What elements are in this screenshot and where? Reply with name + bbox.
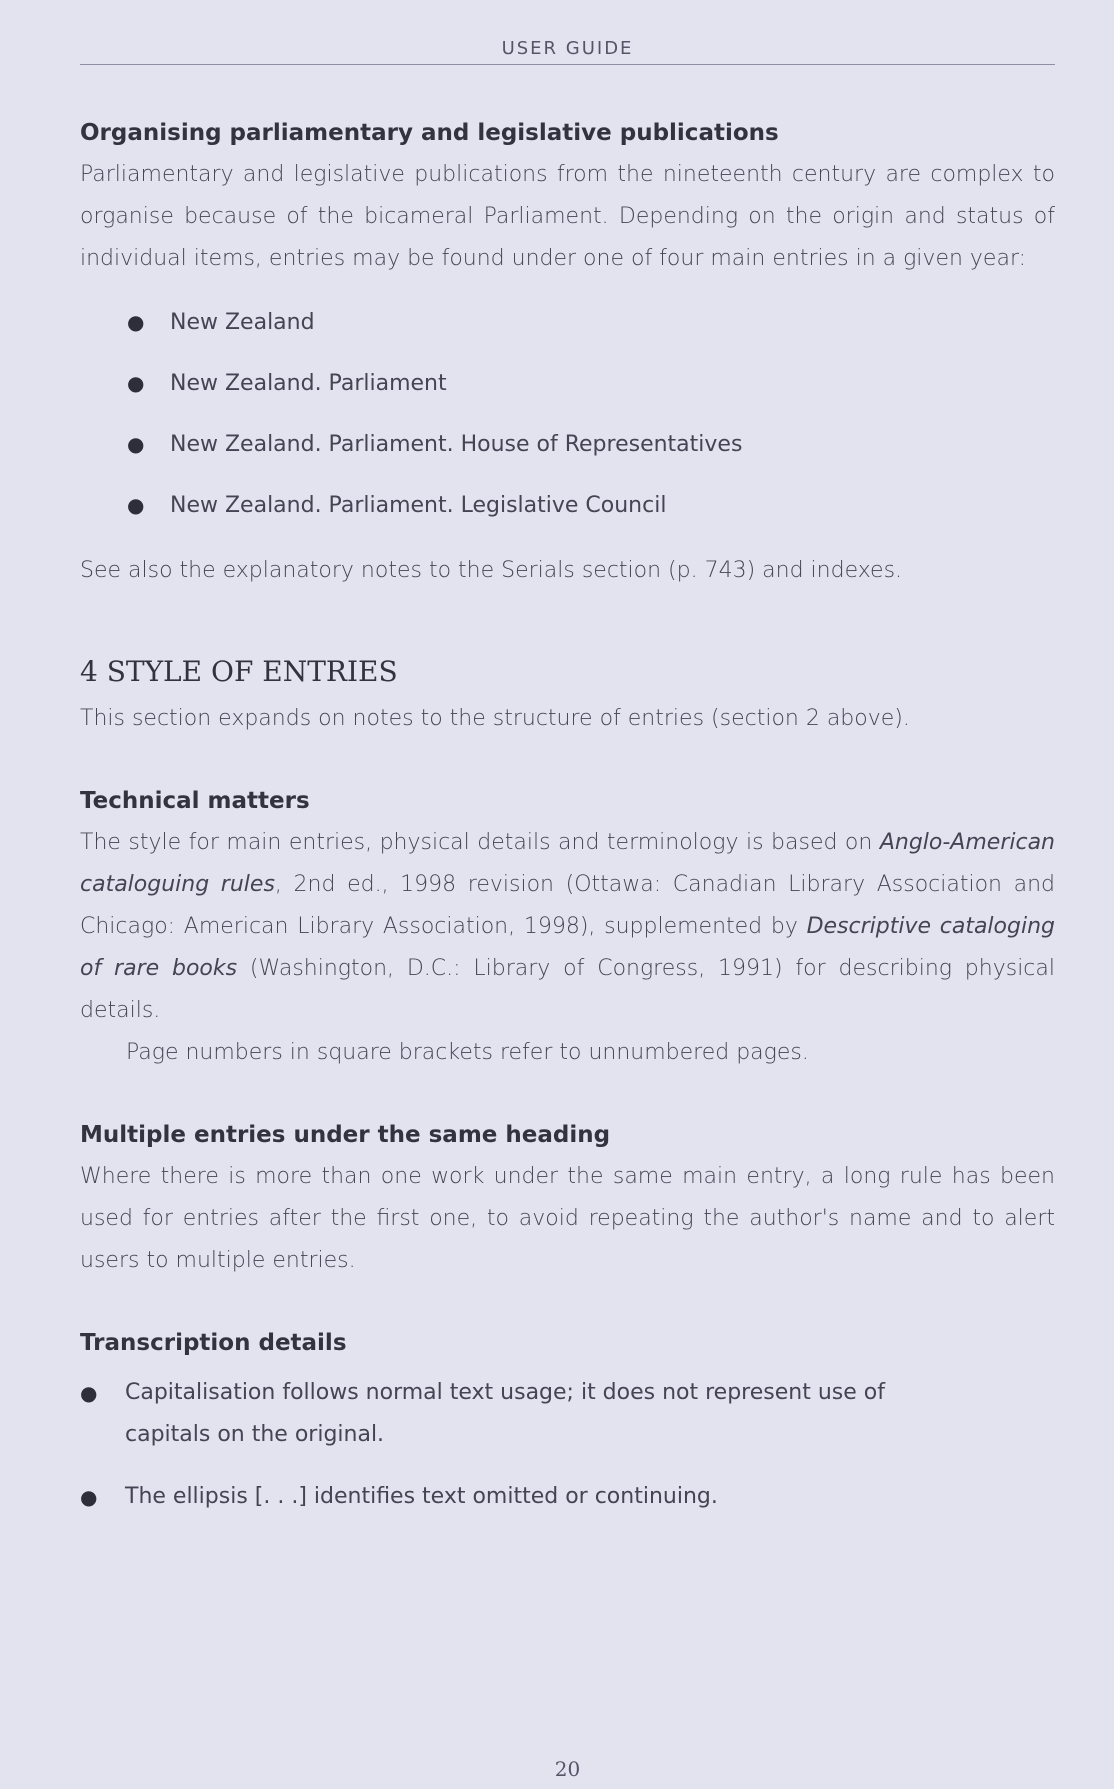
paragraph-page-numbers: Page numbers in square brackets refer to unnumbered pages. (126, 1040, 809, 1065)
transcription-list (80, 1372, 1055, 1518)
bullet-icon: ● (80, 1485, 98, 1509)
running-header: USER GUIDE (501, 38, 634, 59)
heading-transcription-details: Transcription details (80, 1330, 347, 1356)
document-page (80, 0, 1055, 1789)
bullet-icon: ● (80, 1381, 98, 1405)
list-item-text: Capitalisation follows normal text usage; it does not represent use of capitals on the original. (125, 1380, 885, 1447)
paragraph-see-also: See also the explanatory notes to the Serials section (p. 743) and indexes. (80, 558, 903, 583)
paragraph-parliamentary-intro: Parliamentary and legislative publications from the nineteenth century are complex to organise because of the bicameral Parliament. Depending on the origin and status of individual items, entries may be found under one of four main entries in a given year: (80, 162, 1055, 271)
text-segment: , 2nd ed., 1998 revision (Ottawa: Canadian Library Association and Chicago: American Library Association, 1998), supplemented by (80, 872, 1056, 939)
paragraph-multiple-entries: Where there is more than one work under the same main entry, a long rule has been used for entries after the first one, to avoid repeating the author's name and to alert users to multiple entries. (80, 1164, 1055, 1273)
text-segment: (Washington, D.C.: Library of Congress, 1991) for describing physical details. (80, 956, 1055, 1023)
list-item-text: New Zealand. Parliament. House of Representatives (170, 432, 743, 457)
list-item-text: New Zealand. Parliament. Legislative Council (170, 493, 667, 518)
heading-style-of-entries: 4 STYLE OF ENTRIES (80, 655, 398, 688)
list-item (80, 475, 1055, 536)
heading-technical-matters: Technical matters (80, 788, 310, 814)
section-multiple-entries (80, 1114, 1055, 1282)
main-entries-list (80, 292, 1055, 536)
bullet-icon: ● (127, 432, 145, 456)
bullet-icon: ● (127, 493, 145, 517)
paragraph-style-intro: This section expands on notes to the structure of entries (section 2 above). (80, 706, 910, 731)
title-descriptive-cataloging: Descriptive cataloging of rare books (80, 914, 1055, 981)
header-rule (80, 64, 1055, 65)
list-item (80, 353, 1055, 414)
page-content (80, 112, 1055, 1538)
section-style-of-entries (80, 652, 1055, 740)
list-item (80, 1372, 1055, 1456)
text-segment: The style for main entries, physical details and terminology is based on (80, 830, 880, 855)
list-item-text: New Zealand. Parliament (170, 371, 447, 396)
bullet-icon: ● (127, 310, 145, 334)
section-parliamentary-publications (80, 112, 1055, 592)
list-item (80, 414, 1055, 475)
section-technical-matters (80, 780, 1055, 1074)
paragraph-technical (80, 822, 1055, 1032)
list-item (80, 292, 1055, 353)
list-item-text: The ellipsis [. . .] identifies text omitted or continuing. (125, 1484, 718, 1509)
list-item-text: New Zealand (170, 310, 315, 335)
bullet-icon: ● (127, 371, 145, 395)
heading-multiple-entries: Multiple entries under the same heading (80, 1122, 611, 1148)
heading-parliamentary-publications: Organising parliamentary and legislative publications (80, 120, 779, 146)
section-transcription-details (80, 1322, 1055, 1518)
list-item (80, 1476, 1055, 1518)
page-number: 20 (554, 1757, 581, 1781)
title-anglo-american-rules: Anglo-American cataloguing rules (80, 830, 1055, 897)
